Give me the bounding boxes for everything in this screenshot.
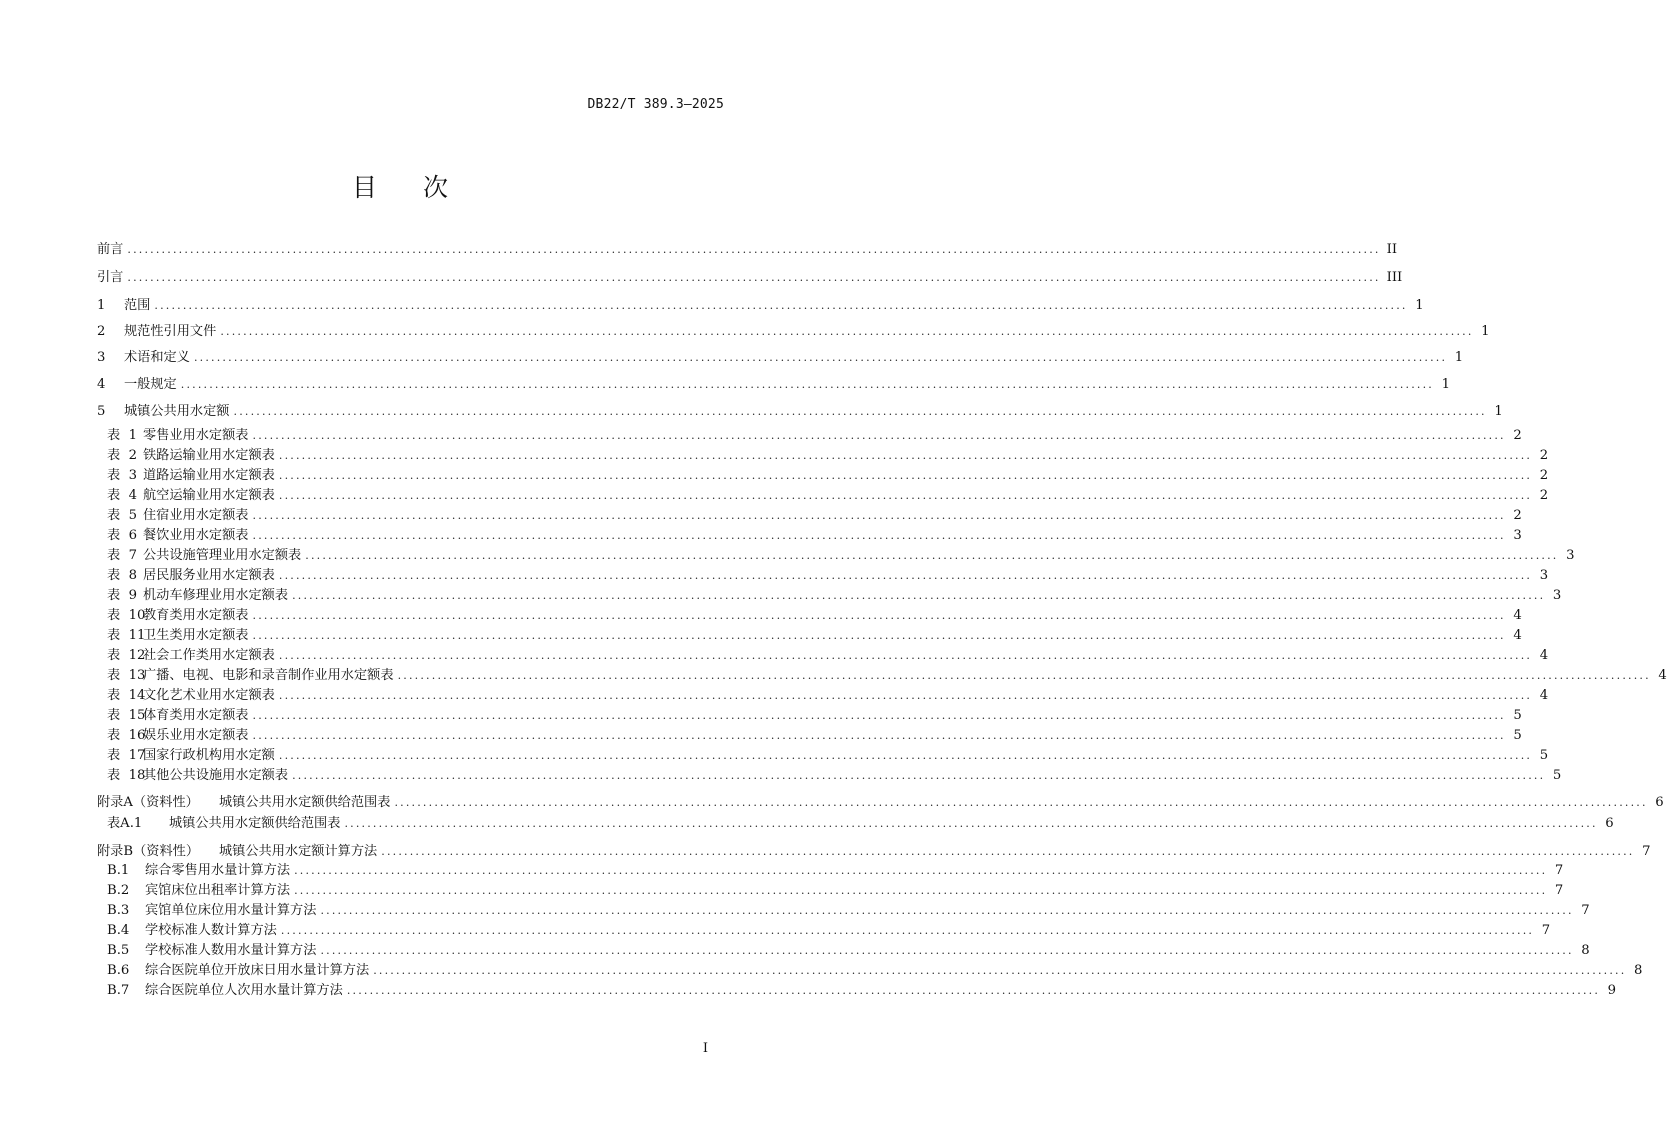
- toc-entry-page: 7: [1554, 863, 1564, 878]
- toc-entry-label: 机动车修理业用水定额表: [143, 588, 289, 603]
- toc-entry-number: 表 13: [107, 668, 146, 683]
- toc-entry-label: 城镇公共用水定额: [124, 404, 230, 419]
- toc-entry-page: 3: [1539, 568, 1549, 583]
- toc-entry-label: 城镇公共用水定额供给范围表: [169, 816, 341, 831]
- toc-entry[interactable]: [107, 766, 1562, 786]
- title-char-2: 次: [423, 173, 449, 202]
- toc-entry-number: B.4: [107, 923, 130, 938]
- title-char-1: 目: [351, 173, 377, 202]
- toc-entry-label: 前言: [97, 242, 124, 257]
- toc-entry-page: 4: [1513, 628, 1522, 643]
- toc-entry-page: 2: [1539, 488, 1549, 503]
- toc-entry-page: 1: [1441, 377, 1450, 392]
- dot-leader: ............................................................................................................................................................................................................................: [278, 689, 1533, 702]
- toc-entry-page: 1: [1494, 404, 1503, 419]
- toc-entry[interactable]: [107, 446, 1549, 466]
- toc-entry-page: 5: [1539, 748, 1549, 763]
- dot-leader: ............................................................................................................................................................................................................................: [252, 729, 1506, 742]
- toc-entry[interactable]: [97, 322, 1490, 342]
- toc-entry-number: 表 10: [107, 608, 146, 623]
- toc-entry-number: 5: [97, 404, 106, 419]
- toc-entry[interactable]: [107, 666, 1667, 686]
- toc-entry[interactable]: [107, 881, 1564, 901]
- toc-entry[interactable]: [107, 941, 1590, 961]
- toc-entry-page: 3: [1513, 528, 1522, 543]
- toc-entry-label: 餐饮业用水定额表: [143, 528, 249, 543]
- toc-entry-number: 附录B（资料性）: [97, 844, 200, 859]
- dot-leader: ............................................................................................................................................................................................................................: [394, 796, 1648, 809]
- toc-entry-page: 2: [1513, 508, 1522, 523]
- dot-leader: ............................................................................................................................................................................................................................: [252, 529, 1506, 542]
- dot-leader: ............................................................................................................................................................................................................................: [397, 669, 1651, 682]
- toc-entry[interactable]: [97, 348, 1464, 368]
- toc-entry[interactable]: [97, 240, 1398, 260]
- toc-entry-label: 公共设施管理业用水定额表: [143, 548, 302, 563]
- toc-entry[interactable]: [107, 706, 1522, 726]
- toc-entry-number: 表 16: [107, 728, 146, 743]
- dot-leader: ............................................................................................................................................................................................................................: [278, 489, 1533, 502]
- toc-entry[interactable]: [97, 793, 1664, 813]
- toc-entry-label: 一般规定: [124, 377, 177, 392]
- toc-entry-label: 城镇公共用水定额供给范围表: [219, 795, 391, 810]
- toc-entry-page: III: [1386, 270, 1403, 285]
- toc-entry-page: 4: [1539, 688, 1549, 703]
- dot-leader: ............................................................................................................................................................................................................................: [252, 709, 1506, 722]
- toc-entry-page: II: [1386, 242, 1398, 257]
- toc-entry[interactable]: [97, 402, 1503, 422]
- toc-entry-number: 表 17: [107, 748, 146, 763]
- toc-entry-number: 附录A（资料性）: [97, 795, 199, 810]
- toc-entry-page: 4: [1513, 608, 1522, 623]
- toc-entry-label: 教育类用水定额表: [143, 608, 249, 623]
- dot-leader: ............................................................................................................................................................................................................................: [320, 904, 1574, 917]
- toc-entry[interactable]: [107, 586, 1562, 606]
- toc-entry[interactable]: [107, 426, 1522, 446]
- dot-leader: ............................................................................................................................................................................................................................: [278, 569, 1533, 582]
- toc-entry-page: 7: [1581, 903, 1590, 918]
- toc-entry-label: 航空运输业用水定额表: [143, 488, 275, 503]
- toc-entry-label: 文化艺术业用水定额表: [143, 688, 275, 703]
- toc-entry-page: 9: [1607, 983, 1617, 998]
- toc-entry-page: 4: [1658, 668, 1667, 683]
- toc-entry[interactable]: [97, 268, 1403, 288]
- toc-entry[interactable]: [107, 981, 1617, 1001]
- toc-entry-number: 1: [97, 298, 106, 313]
- dot-leader: ............................................................................................................................................................................................................................: [294, 884, 1548, 897]
- toc-entry-page: 7: [1554, 883, 1564, 898]
- dot-leader: ............................................................................................................................................................................................................................: [252, 509, 1506, 522]
- dot-leader: ............................................................................................................................................................................................................................: [233, 405, 1487, 418]
- dot-leader: ............................................................................................................................................................................................................................: [127, 271, 1381, 284]
- toc-entry-number: 表 12: [107, 648, 146, 663]
- dot-leader: ............................................................................................................................................................................................................................: [278, 469, 1533, 482]
- dot-leader: ............................................................................................................................................................................................................................: [346, 984, 1601, 997]
- toc-entry-page: 1: [1481, 324, 1490, 339]
- toc-entry[interactable]: [107, 486, 1549, 506]
- toc-entry[interactable]: [107, 961, 1643, 981]
- dot-leader: ............................................................................................................................................................................................................................: [344, 817, 1598, 830]
- dot-leader: ............................................................................................................................................................................................................................: [154, 299, 1408, 312]
- dot-leader: ............................................................................................................................................................................................................................: [320, 944, 1574, 957]
- toc-entry-page: 7: [1642, 844, 1651, 859]
- dot-leader: ............................................................................................................................................................................................................................: [252, 609, 1506, 622]
- toc-entry-label: 道路运输业用水定额表: [143, 468, 275, 483]
- toc-entry-page: 8: [1581, 943, 1590, 958]
- toc-entry-label: 国家行政机构用水定额: [143, 748, 275, 763]
- toc-entry[interactable]: [107, 814, 1614, 834]
- toc-entry-page: 3: [1552, 588, 1562, 603]
- toc-entry[interactable]: [97, 375, 1450, 395]
- dot-leader: ............................................................................................................................................................................................................................: [127, 243, 1381, 256]
- toc-entry-page: 6: [1605, 816, 1614, 831]
- toc-entry-label: 社会工作类用水定额表: [143, 648, 275, 663]
- toc-entry-page: 5: [1552, 768, 1562, 783]
- toc-entry-page: 4: [1539, 648, 1549, 663]
- dot-leader: ............................................................................................................................................................................................................................: [180, 378, 1434, 391]
- footer-page-number: I: [702, 1041, 708, 1056]
- toc-entry-label: 城镇公共用水定额计算方法: [219, 844, 378, 859]
- toc-entry-page: 7: [1541, 923, 1551, 938]
- toc-entry-number: 表 7: [107, 548, 137, 563]
- toc-entry-page: 8: [1634, 963, 1643, 978]
- toc-entry-number: B.2: [107, 883, 130, 898]
- toc-entry-page: 2: [1539, 468, 1549, 483]
- dot-leader: ............................................................................................................................................................................................................................: [292, 769, 1546, 782]
- toc-entry[interactable]: [97, 842, 1651, 862]
- dot-leader: ............................................................................................................................................................................................................................: [252, 629, 1506, 642]
- toc-entry[interactable]: [107, 686, 1549, 706]
- toc-entry-page: 1: [1415, 298, 1424, 313]
- toc-entry-page: 5: [1513, 728, 1522, 743]
- toc-entry-label: 学校标准人数计算方法: [145, 923, 277, 938]
- toc-entry-number: 表 1: [107, 428, 137, 443]
- toc-entry-label: 卫生类用水定额表: [143, 628, 249, 643]
- toc-entry-number: 2: [97, 324, 106, 339]
- toc-entry-label: 娱乐业用水定额表: [143, 728, 249, 743]
- toc-entry-label: 宾馆单位床位用水量计算方法: [145, 903, 317, 918]
- toc-entry-label: 引言: [97, 270, 124, 285]
- toc-entry[interactable]: [107, 626, 1522, 646]
- toc-entry[interactable]: [107, 726, 1522, 746]
- toc-entry-number: 表 11: [107, 628, 146, 643]
- dot-leader: ............................................................................................................................................................................................................................: [381, 845, 1635, 858]
- dot-leader: ............................................................................................................................................................................................................................: [193, 351, 1448, 364]
- standard-code: DB22/T 389.3—2025: [587, 97, 724, 112]
- toc-entry-page: 6: [1655, 795, 1664, 810]
- toc-entry-number: 4: [97, 377, 106, 392]
- toc-entry-label: 广播、电视、电影和录音制作业用水定额表: [143, 668, 394, 683]
- toc-entry[interactable]: [107, 861, 1564, 881]
- toc-entry[interactable]: [107, 566, 1549, 586]
- dot-leader: ............................................................................................................................................................................................................................: [252, 429, 1506, 442]
- toc-entry-label: 规范性引用文件: [124, 324, 217, 339]
- dot-leader: ............................................................................................................................................................................................................................: [278, 649, 1533, 662]
- toc-entry[interactable]: [107, 526, 1522, 546]
- toc-entry-number: 表 18: [107, 768, 146, 783]
- toc-entry-label: 范围: [124, 298, 151, 313]
- toc-entry-number: 表 14: [107, 688, 146, 703]
- toc-entry-label: 住宿业用水定额表: [143, 508, 249, 523]
- toc-entry-number: B.5: [107, 943, 130, 958]
- toc-entry[interactable]: [107, 921, 1551, 941]
- toc-entry-number: 表 9: [107, 588, 137, 603]
- toc-entry-label: 宾馆床位出租率计算方法: [145, 883, 291, 898]
- toc-entry-label: 铁路运输业用水定额表: [143, 448, 275, 463]
- dot-leader: ............................................................................................................................................................................................................................: [280, 924, 1535, 937]
- toc-entry-number: 表A.1: [107, 816, 143, 831]
- dot-leader: ............................................................................................................................................................................................................................: [278, 749, 1533, 762]
- dot-leader: ............................................................................................................................................................................................................................: [305, 549, 1559, 562]
- toc-entry[interactable]: [107, 506, 1522, 526]
- dot-leader: ............................................................................................................................................................................................................................: [373, 964, 1627, 977]
- dot-leader: ............................................................................................................................................................................................................................: [292, 589, 1546, 602]
- toc-entry-number: 表 6: [107, 528, 137, 543]
- toc-entry-page: 5: [1513, 708, 1522, 723]
- toc-entry-number: 表 4: [107, 488, 137, 503]
- toc-entry-label: 体育类用水定额表: [143, 708, 249, 723]
- toc-entry[interactable]: [107, 746, 1549, 766]
- toc-entry-number: 3: [97, 350, 106, 365]
- toc-entry-label: 综合医院单位开放床日用水量计算方法: [145, 963, 370, 978]
- toc-entry-page: 2: [1539, 448, 1549, 463]
- toc-entry-label: 零售业用水定额表: [143, 428, 249, 443]
- dot-leader: ............................................................................................................................................................................................................................: [220, 325, 1474, 338]
- toc-entry[interactable]: [107, 466, 1549, 486]
- toc-entry-label: 综合医院单位人次用水量计算方法: [145, 983, 343, 998]
- toc-entry-label: 术语和定义: [124, 350, 190, 365]
- toc-entry-label: 居民服务业用水定额表: [143, 568, 275, 583]
- toc-entry[interactable]: [97, 296, 1424, 316]
- toc-entry-number: B.7: [107, 983, 130, 998]
- toc-entry[interactable]: [107, 546, 1575, 566]
- toc-entry-label: 综合零售用水量计算方法: [145, 863, 291, 878]
- toc-entry-number: 表 5: [107, 508, 137, 523]
- toc-entry-page: 2: [1513, 428, 1522, 443]
- toc-entry-number: B.1: [107, 863, 130, 878]
- toc-entry-label: 学校标准人数用水量计算方法: [145, 943, 317, 958]
- toc-entry-page: 3: [1566, 548, 1575, 563]
- toc-entry[interactable]: [107, 606, 1522, 626]
- toc-entry[interactable]: [107, 646, 1549, 666]
- dot-leader: ............................................................................................................................................................................................................................: [294, 864, 1548, 877]
- toc-entry-number: 表 15: [107, 708, 146, 723]
- toc-entry-label: 其他公共设施用水定额表: [143, 768, 289, 783]
- toc-entry[interactable]: [107, 901, 1590, 921]
- toc-entry-number: 表 2: [107, 448, 137, 463]
- toc-entry-number: 表 3: [107, 468, 137, 483]
- toc-entry-number: 表 8: [107, 568, 137, 583]
- dot-leader: ............................................................................................................................................................................................................................: [278, 449, 1533, 462]
- toc-entry-number: B.3: [107, 903, 130, 918]
- toc-entry-number: B.6: [107, 963, 130, 978]
- toc-entry-page: 1: [1454, 350, 1464, 365]
